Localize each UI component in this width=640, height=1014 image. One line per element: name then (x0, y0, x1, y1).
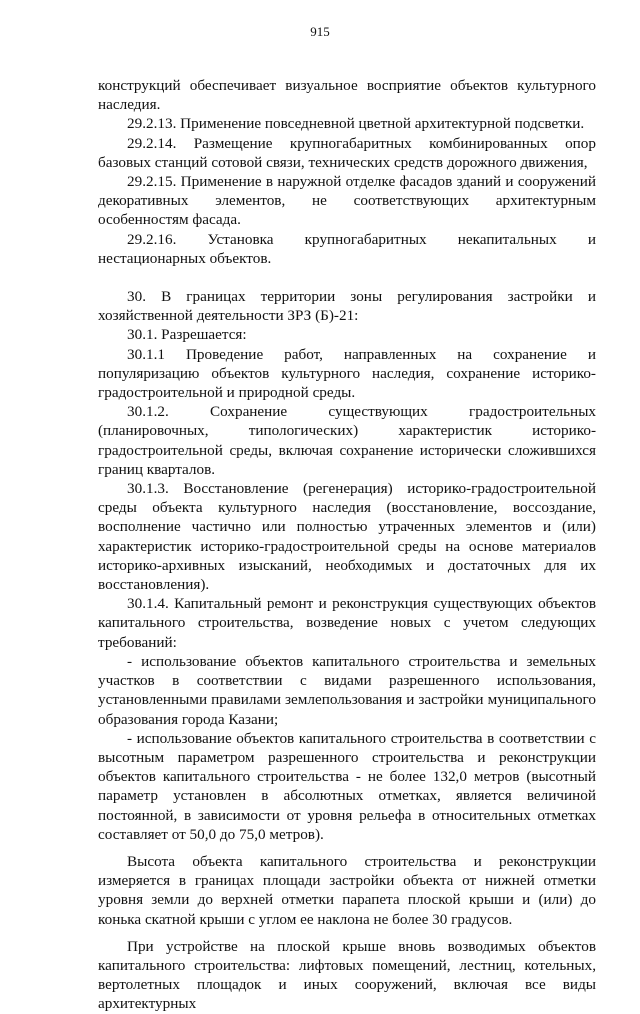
paragraph: Высота объекта капитального строительства и реконструкции измеряется в границах площади застройки объекта от нижней отметки уровня земли до верхней отметки парапета плоской крыши и (или) до конька скатной крыши с углом ее наклона не более 30 градусов. (98, 852, 596, 928)
document-body (98, 76, 596, 1014)
paragraph: 30.1.2. Сохранение существующих градостроительных (планировочных, типологических) характеристик историко-градостроительной среды, включая сохранение исторически сложившихся границ кварталов. (98, 403, 596, 478)
paragraph: конструкций обеспечивает визуальное восприятие объектов культурного наследия. (98, 77, 596, 114)
paragraph: 30.1.1 Проведение работ, направленных на сохранение и популяризацию объектов культурного наследия, сохранение историко-градостроительной и природной среды. (98, 345, 596, 402)
paragraph: 30.1.4. Капитальный ремонт и реконструкция существующих объектов капитального строительства, возведение новых с учетом следующих требований: (98, 595, 596, 651)
list-item: - использование объектов капитального строительства в соответствии с высотным параметром разрешенного строительства и реконструкции объектов капитального строительства - не более 132,0 метров (высотный параметр установлен в абсолютных отметках, является величиной постоянной, в зависимости от уровня рельефа в относительных отметках составляет от 50,0 до 75,0 метров). (98, 729, 596, 843)
paragraph: 29.2.14. Размещение крупногабаритных комбинированных опор базовых станций сотовой связи, технических средств дорожного движения, (98, 134, 596, 171)
paragraph: 29.2.15. Применение в наружной отделке фасадов зданий и сооружений декоративных элементов, не соответствующих архитектурным особенностям фасада. (98, 173, 596, 229)
paragraph: 30.1.3. Восстановление (регенерация) историко-градостроительной среды объекта культурного наследия (восстановление, воссоздание, восполнение частично или полностью утраченных элементов и (или) характеристик историко-градостроительной среды на основе материалов историко-архивных изысканий, необходимых и достаточных для их восстановления). (98, 480, 596, 594)
paragraph: 29.2.16. Установка крупногабаритных некапитальных и нестационарных объектов. (98, 230, 596, 267)
paragraph: При устройстве на плоской крыше вновь возводимых объектов капитального строительства: лифтовых помещений, лестниц, котельных, вертолетных площадок и иных сооружений, включая все виды архитектурных (98, 937, 596, 1013)
paragraph: 30. В границах территории зоны регулирования застройки и хозяйственной деятельности ЗРЗ (Б)-21: (98, 288, 596, 325)
paragraph: 29.2.13. Применение повседневной цветной архитектурной подсветки. (127, 115, 585, 133)
page-number: 915 (310, 24, 330, 39)
list-item: - использование объектов капитального строительства и земельных участков в соответствии с видами разрешенного использования, установленными правилами землепользования и застройки муниципального образования города Казани; (98, 652, 596, 728)
paragraph: 30.1. Разрешается: (127, 326, 247, 344)
